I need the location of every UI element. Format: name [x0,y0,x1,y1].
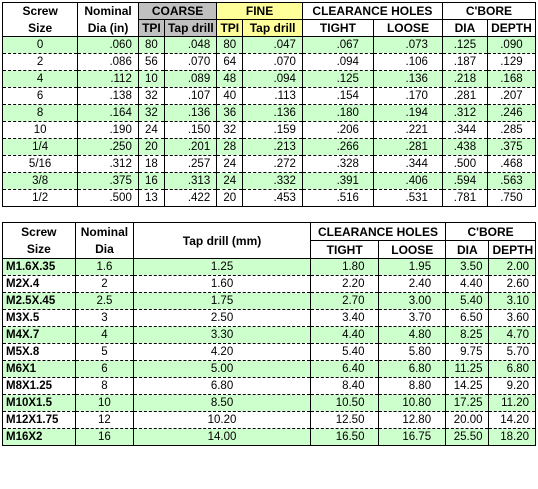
cell-loose: 3.00 [379,293,446,310]
metric-screw-table [2,222,536,446]
cell-cbore-dia: .500 [442,156,487,173]
cell-nominal-dia: .086 [78,54,139,71]
cell-loose: 4.80 [379,327,446,344]
cell-screw-size: 4 [3,71,78,88]
cell-cbore-depth: 2.60 [489,276,536,293]
cell-cbore-depth: 4.70 [489,327,536,344]
cell-nominal-dia: 16 [75,429,134,446]
cell-cbore-dia: 5.40 [446,293,489,310]
cell-coarse-tpi: 20 [138,139,164,156]
metric-header-nominal: Nominal [75,223,134,241]
cell-tight: 8.40 [310,378,379,395]
inch-screw-table [2,2,536,207]
cell-tight: 16.50 [310,429,379,446]
cell-fine-tap: .453 [243,190,303,207]
cell-loose: .194 [373,105,442,122]
header-coarse: COARSE [138,3,216,20]
cell-cbore-depth: .246 [487,105,535,122]
cell-loose: 2.40 [379,276,446,293]
cell-coarse-tpi: 13 [138,190,164,207]
cell-cbore-depth: .285 [487,122,535,139]
cell-cbore-dia: .781 [442,190,487,207]
cell-loose: 3.70 [379,310,446,327]
cell-loose: .136 [373,71,442,88]
cell-tap-drill-mm: 4.20 [134,344,311,361]
cell-fine-tpi: 64 [217,54,243,71]
metric-header-tap-drill: Tap drill (mm) [134,223,311,259]
cell-coarse-tap: .070 [164,54,216,71]
cell-coarse-tap: .136 [164,105,216,122]
cell-screw-size: M2X.4 [3,276,76,293]
cell-cbore-dia: 6.50 [446,310,489,327]
cell-fine-tap: .047 [243,37,303,54]
cell-cbore-depth: .129 [487,54,535,71]
cell-nominal-dia: .164 [78,105,139,122]
header-cbore-dia: DIA [442,20,487,37]
table-row [3,122,536,139]
cell-coarse-tap: .422 [164,190,216,207]
cell-tight: .516 [302,190,373,207]
cell-tight: .125 [302,71,373,88]
metric-header-tight: TIGHT [310,241,379,259]
metric-header-size: Size [3,241,76,259]
cell-coarse-tpi: 24 [138,122,164,139]
cell-nominal-dia: .138 [78,88,139,105]
cell-loose: 6.80 [379,361,446,378]
cell-cbore-depth: .207 [487,88,535,105]
cell-loose: .281 [373,139,442,156]
cell-cbore-dia: 25.50 [446,429,489,446]
cell-fine-tap: .136 [243,105,303,122]
table-row [3,293,536,310]
cell-screw-size: 5/16 [3,156,78,173]
cell-cbore-dia: .281 [442,88,487,105]
cell-coarse-tap: .089 [164,71,216,88]
cell-cbore-depth: 9.20 [489,378,536,395]
metric-table-body [3,259,536,446]
cell-tap-drill-mm: 10.20 [134,412,311,429]
cell-tap-drill-mm: 14.00 [134,429,311,446]
cell-loose: .073 [373,37,442,54]
cell-coarse-tpi: 80 [138,37,164,54]
cell-cbore-dia: 14.25 [446,378,489,395]
cell-loose: 5.80 [379,344,446,361]
cell-screw-size: M10X1.5 [3,395,76,412]
cell-nominal-dia: .375 [78,173,139,190]
cell-fine-tpi: 48 [217,71,243,88]
cell-fine-tpi: 20 [217,190,243,207]
cell-tight: .180 [302,105,373,122]
cell-coarse-tpi: 32 [138,88,164,105]
cell-cbore-dia: 11.25 [446,361,489,378]
cell-fine-tap: .070 [243,54,303,71]
cell-fine-tap: .213 [243,139,303,156]
metric-header-dia: Dia [75,241,134,259]
table-row [3,54,536,71]
table-row [3,395,536,412]
cell-cbore-dia: .438 [442,139,487,156]
table-row [3,429,536,446]
table-row [3,173,536,190]
cell-nominal-dia: 4 [75,327,134,344]
cell-screw-size: M1.6X.35 [3,259,76,276]
cell-cbore-depth: 3.10 [489,293,536,310]
cell-cbore-depth: .168 [487,71,535,88]
cell-cbore-dia: 20.00 [446,412,489,429]
table-row [3,139,536,156]
cell-tight: .154 [302,88,373,105]
table-row [3,88,536,105]
table-row [3,412,536,429]
cell-screw-size: M12X1.75 [3,412,76,429]
cell-coarse-tap: .313 [164,173,216,190]
cell-nominal-dia: .500 [78,190,139,207]
inch-table-body [3,37,536,207]
cell-tight: 2.70 [310,293,379,310]
cell-fine-tap: .094 [243,71,303,88]
cell-cbore-dia: .594 [442,173,487,190]
cell-screw-size: 8 [3,105,78,122]
cell-tap-drill-mm: 3.30 [134,327,311,344]
header-nominal: Nominal [78,3,139,20]
table-row [3,344,536,361]
table-row [3,190,536,207]
cell-loose: 16.75 [379,429,446,446]
header-dia-in: Dia (in) [78,20,139,37]
cell-tap-drill-mm: 6.80 [134,378,311,395]
cell-tap-drill-mm: 1.60 [134,276,311,293]
cell-tight: 10.50 [310,395,379,412]
table-row [3,361,536,378]
cell-tap-drill-mm: 8.50 [134,395,311,412]
cell-loose: .344 [373,156,442,173]
cell-fine-tpi: 32 [217,122,243,139]
cell-coarse-tpi: 18 [138,156,164,173]
cell-loose: 8.80 [379,378,446,395]
cell-cbore-depth: .090 [487,37,535,54]
header-fine-tpi: TPI [217,20,243,37]
cell-cbore-depth: 2.00 [489,259,536,276]
cell-fine-tpi: 80 [217,37,243,54]
header-coarse-tpi: TPI [138,20,164,37]
cell-fine-tpi: 36 [217,105,243,122]
cell-tight: 4.40 [310,327,379,344]
cell-cbore-dia: .218 [442,71,487,88]
cell-cbore-dia: 4.40 [446,276,489,293]
cell-cbore-dia: 9.75 [446,344,489,361]
cell-nominal-dia: 8 [75,378,134,395]
spreadsheet [2,2,536,446]
table-gap [2,207,536,222]
cell-nominal-dia: 5 [75,344,134,361]
cell-tight: .266 [302,139,373,156]
cell-fine-tpi: 24 [217,156,243,173]
cell-nominal-dia: 10 [75,395,134,412]
cell-cbore-depth: 18.20 [489,429,536,446]
cell-coarse-tpi: 56 [138,54,164,71]
cell-fine-tpi: 28 [217,139,243,156]
cell-fine-tpi: 24 [217,173,243,190]
cell-loose: .221 [373,122,442,139]
cell-nominal-dia: 6 [75,361,134,378]
cell-tap-drill-mm: 2.50 [134,310,311,327]
cell-screw-size: M8X1.25 [3,378,76,395]
cell-loose: .406 [373,173,442,190]
cell-tight: .067 [302,37,373,54]
cell-coarse-tap: .150 [164,122,216,139]
header-screw: Screw [3,3,78,20]
cell-cbore-depth: 14.20 [489,412,536,429]
cell-screw-size: M4X.7 [3,327,76,344]
cell-nominal-dia: .112 [78,71,139,88]
table-row [3,259,536,276]
cell-fine-tpi: 40 [217,88,243,105]
cell-nominal-dia: .190 [78,122,139,139]
cell-nominal-dia: .060 [78,37,139,54]
header-clearance: CLEARANCE HOLES [302,3,442,20]
header-cbore-depth: DEPTH [487,20,535,37]
cell-coarse-tpi: 32 [138,105,164,122]
cell-tight: 5.40 [310,344,379,361]
cell-cbore-dia: .125 [442,37,487,54]
cell-tight: .391 [302,173,373,190]
cell-cbore-depth: 6.80 [489,361,536,378]
header-cbore: C'BORE [442,3,535,20]
cell-cbore-depth: .750 [487,190,535,207]
cell-tap-drill-mm: 5.00 [134,361,311,378]
cell-screw-size: M2.5X.45 [3,293,76,310]
cell-loose: .531 [373,190,442,207]
cell-fine-tap: .332 [243,173,303,190]
table-row [3,276,536,293]
cell-screw-size: 2 [3,54,78,71]
cell-screw-size: 1/4 [3,139,78,156]
cell-tight: 6.40 [310,361,379,378]
cell-nominal-dia: 12 [75,412,134,429]
table-row [3,310,536,327]
cell-cbore-depth: .563 [487,173,535,190]
cell-tight: .328 [302,156,373,173]
cell-loose: 12.80 [379,412,446,429]
metric-header-cbore-depth: DEPTH [489,241,536,259]
cell-fine-tap: .272 [243,156,303,173]
cell-cbore-dia: .312 [442,105,487,122]
cell-loose: 1.95 [379,259,446,276]
metric-header-screw: Screw [3,223,76,241]
cell-loose: .106 [373,54,442,71]
table-row [3,156,536,173]
table-row [3,105,536,122]
cell-screw-size: 3/8 [3,173,78,190]
cell-screw-size: 10 [3,122,78,139]
cell-cbore-depth: 11.20 [489,395,536,412]
metric-header-loose: LOOSE [379,241,446,259]
cell-cbore-dia: 17.25 [446,395,489,412]
cell-nominal-dia: .250 [78,139,139,156]
metric-header-clearance: CLEARANCE HOLES [310,223,445,241]
cell-fine-tap: .159 [243,122,303,139]
cell-screw-size: 1/2 [3,190,78,207]
cell-fine-tap: .113 [243,88,303,105]
cell-tight: 3.40 [310,310,379,327]
cell-tight: 2.20 [310,276,379,293]
header-size: Size [3,20,78,37]
cell-cbore-dia: 3.50 [446,259,489,276]
cell-loose: .170 [373,88,442,105]
table-row [3,37,536,54]
table-row [3,327,536,344]
table-row [3,378,536,395]
cell-tight: 1.80 [310,259,379,276]
cell-tight: .094 [302,54,373,71]
cell-tight: 12.50 [310,412,379,429]
cell-cbore-dia: 8.25 [446,327,489,344]
cell-loose: 10.80 [379,395,446,412]
cell-coarse-tap: .257 [164,156,216,173]
cell-coarse-tap: .107 [164,88,216,105]
header-fine-tap: Tap drill [243,20,303,37]
header-fine: FINE [217,3,303,20]
cell-nominal-dia: 2.5 [75,293,134,310]
cell-nominal-dia: .312 [78,156,139,173]
cell-nominal-dia: 1.6 [75,259,134,276]
cell-screw-size: 6 [3,88,78,105]
cell-screw-size: M16X2 [3,429,76,446]
cell-coarse-tap: .201 [164,139,216,156]
header-loose: LOOSE [373,20,442,37]
cell-cbore-dia: .187 [442,54,487,71]
header-coarse-tap: Tap drill [164,20,216,37]
cell-cbore-dia: .344 [442,122,487,139]
cell-cbore-depth: 3.60 [489,310,536,327]
cell-tap-drill-mm: 1.75 [134,293,311,310]
cell-tight: .206 [302,122,373,139]
cell-cbore-depth: .468 [487,156,535,173]
metric-header-cbore-dia: DIA [446,241,489,259]
cell-coarse-tap: .048 [164,37,216,54]
cell-coarse-tpi: 16 [138,173,164,190]
cell-cbore-depth: 5.70 [489,344,536,361]
cell-screw-size: M6X1 [3,361,76,378]
cell-nominal-dia: 2 [75,276,134,293]
metric-header-cbore: C'BORE [446,223,536,241]
cell-screw-size: 0 [3,37,78,54]
cell-screw-size: M3X.5 [3,310,76,327]
table-row [3,71,536,88]
cell-cbore-depth: .375 [487,139,535,156]
header-tight: TIGHT [302,20,373,37]
cell-coarse-tpi: 10 [138,71,164,88]
cell-tap-drill-mm: 1.25 [134,259,311,276]
cell-nominal-dia: 3 [75,310,134,327]
cell-screw-size: M5X.8 [3,344,76,361]
